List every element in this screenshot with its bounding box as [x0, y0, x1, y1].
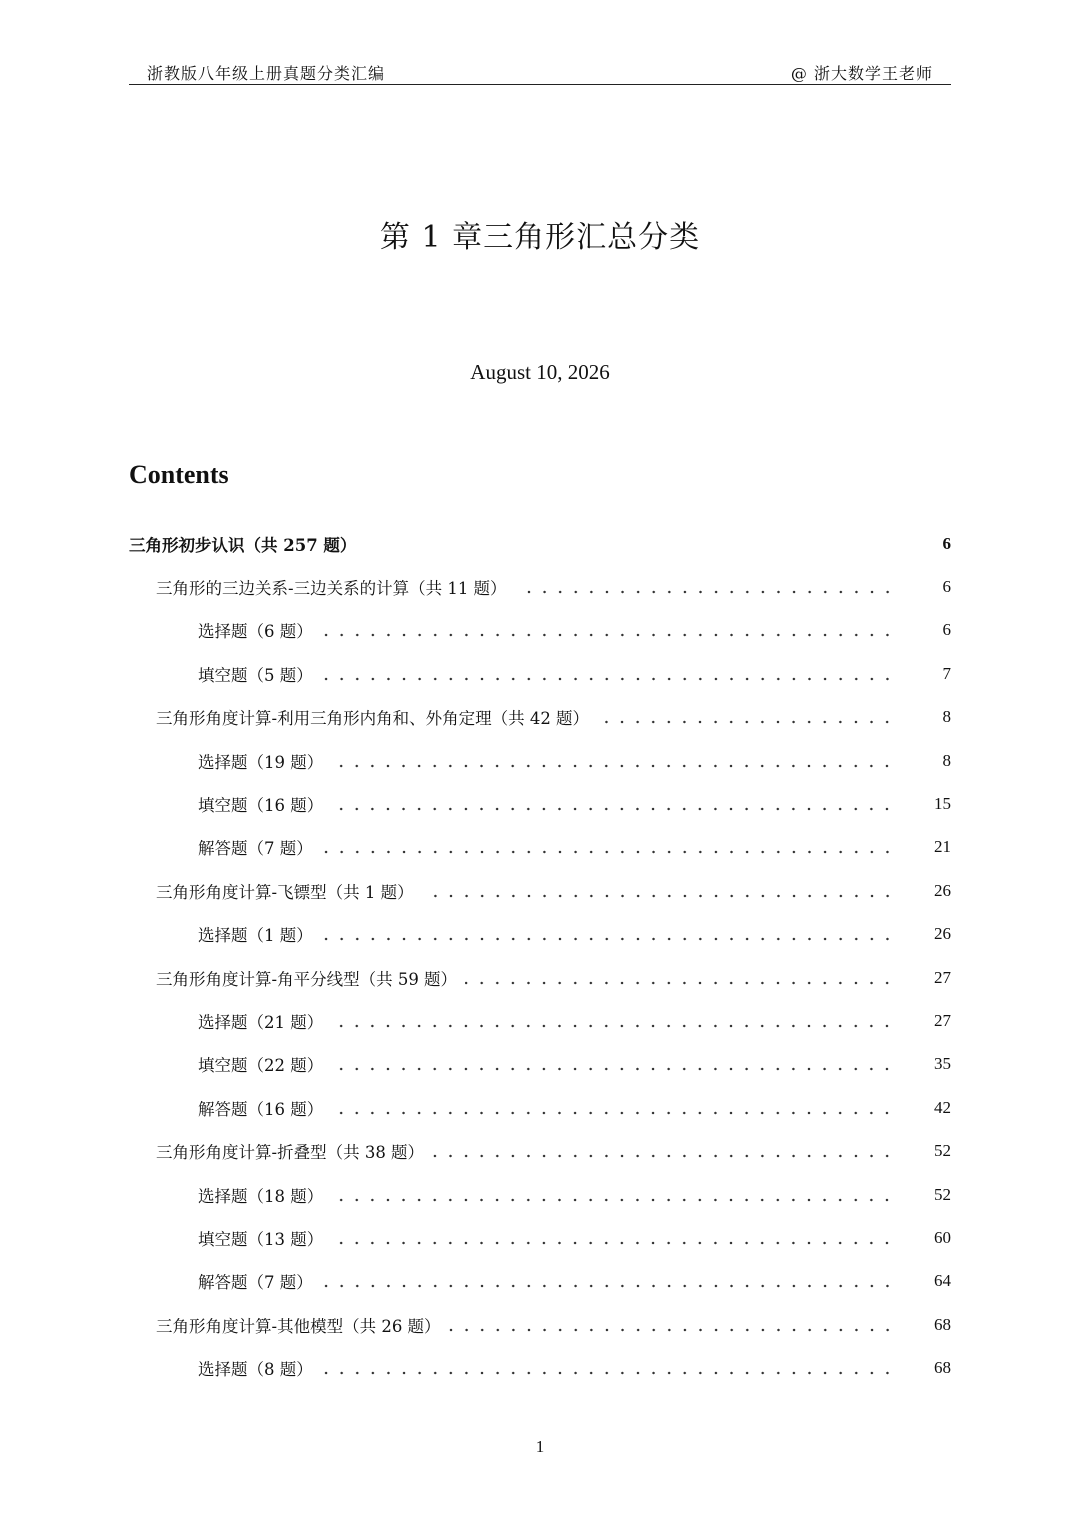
- toc-dot-leader: [321, 1284, 895, 1288]
- toc-subsubsection-entry[interactable]: [129, 652, 951, 695]
- toc-entry-page: 6: [942, 620, 951, 640]
- toc-entry-label: 三角形角度计算-飞镖型（共 1 题）: [156, 882, 414, 902]
- toc-entry-page: 52: [934, 1141, 951, 1161]
- toc-dot-leader: [432, 1154, 895, 1158]
- toc-subsection-entry[interactable]: [129, 1303, 951, 1346]
- toc-dot-leader: [321, 937, 895, 941]
- toc-subsubsection-entry[interactable]: [129, 782, 951, 825]
- toc-dot-leader: [321, 633, 895, 637]
- toc-dot-leader: [597, 720, 895, 724]
- toc-subsubsection-entry[interactable]: [129, 1043, 951, 1086]
- toc-subsection-entry[interactable]: [129, 565, 951, 608]
- toc-entry-label: 三角形初步认识（共 257 题）: [129, 535, 357, 555]
- toc-subsubsection-entry[interactable]: [129, 1260, 951, 1303]
- document-title: 第 1 章三角形汇总分类: [379, 220, 701, 255]
- document-date: August 10, 2026: [470, 360, 610, 384]
- toc-entry-page: 68: [934, 1358, 951, 1378]
- toc-entry-page: 8: [942, 750, 951, 770]
- toc-entry-label: 选择题（18 题）: [198, 1186, 324, 1206]
- toc-entry-label: 三角形的三边关系-三边关系的计算（共 11 题）: [156, 579, 507, 599]
- toc-entry-page: 26: [934, 880, 951, 900]
- toc-entry-page: 42: [934, 1097, 951, 1117]
- toc-entry-label: 三角形角度计算-折叠型（共 38 题）: [156, 1143, 425, 1163]
- toc-dot-leader: [515, 590, 895, 594]
- toc-subsubsection-entry[interactable]: [129, 1173, 951, 1216]
- toc-entry-page: 21: [934, 837, 951, 857]
- toc-entry-label: 解答题（16 题）: [198, 1099, 324, 1119]
- toc-entry-page: 15: [934, 794, 951, 814]
- toc-entry-page: 64: [934, 1271, 951, 1291]
- header-book-title: 浙教版八年级上册真题分类汇编: [147, 64, 386, 83]
- toc-entry-page: 52: [934, 1184, 951, 1204]
- toc-entry-label: 解答题（7 题）: [198, 1273, 313, 1293]
- toc-dot-leader: [331, 1024, 895, 1028]
- toc-dot-leader: [449, 1328, 895, 1332]
- toc-dot-leader: [321, 850, 895, 854]
- table-of-contents: [129, 522, 951, 1390]
- toc-subsection-entry[interactable]: [129, 1129, 951, 1172]
- toc-subsubsection-entry[interactable]: [129, 1216, 951, 1259]
- toc-subsubsection-entry[interactable]: [129, 609, 951, 652]
- toc-dot-leader: [331, 1067, 895, 1071]
- toc-dot-leader: [331, 1198, 895, 1202]
- toc-subsection-entry[interactable]: [129, 869, 951, 912]
- toc-entry-label: 选择题（21 题）: [198, 1012, 324, 1032]
- toc-entry-page: 35: [934, 1054, 951, 1074]
- toc-entry-page: 68: [934, 1314, 951, 1334]
- toc-entry-page: 7: [942, 663, 951, 683]
- page-number: 1: [535, 1437, 545, 1456]
- toc-subsection-entry[interactable]: [129, 956, 951, 999]
- toc-entry-page: 27: [934, 967, 951, 987]
- toc-dot-leader: [321, 1371, 895, 1375]
- toc-entry-label: 选择题（19 题）: [198, 752, 324, 772]
- toc-dot-leader: [331, 1111, 895, 1115]
- toc-subsubsection-entry[interactable]: [129, 913, 951, 956]
- toc-dot-leader: [422, 894, 895, 898]
- toc-dot-leader: [331, 1241, 895, 1245]
- toc-entry-page: 6: [942, 533, 951, 553]
- toc-entry-page: 6: [942, 577, 951, 597]
- toc-entry-page: 26: [934, 924, 951, 944]
- toc-subsubsection-entry[interactable]: [129, 1346, 951, 1389]
- toc-entry-label: 三角形角度计算-角平分线型（共 59 题）: [156, 969, 458, 989]
- toc-entry-page: 8: [942, 707, 951, 727]
- toc-entry-label: 填空题（5 题）: [198, 665, 313, 685]
- toc-entry-label: 选择题（1 题）: [198, 926, 313, 946]
- toc-dot-leader: [331, 764, 895, 768]
- toc-entry-label: 选择题（8 题）: [198, 1360, 313, 1380]
- contents-heading: Contents: [129, 460, 229, 489]
- toc-entry-label: 选择题（6 题）: [198, 622, 313, 642]
- toc-dot-leader: [321, 677, 895, 681]
- toc-subsubsection-entry[interactable]: [129, 739, 951, 782]
- toc-entry-page: 27: [934, 1010, 951, 1030]
- toc-subsubsection-entry[interactable]: [129, 826, 951, 869]
- toc-entry-label: 填空题（13 题）: [198, 1229, 324, 1249]
- toc-entry-label: 解答题（7 题）: [198, 839, 313, 859]
- toc-subsection-entry[interactable]: [129, 696, 951, 739]
- toc-dot-leader: [465, 981, 895, 985]
- toc-entry-label: 三角形角度计算-其他模型（共 26 题）: [156, 1316, 441, 1336]
- toc-dot-leader: [331, 807, 895, 811]
- toc-entry-label: 填空题（16 题）: [198, 796, 324, 816]
- toc-entry-label: 三角形角度计算-利用三角形内角和、外角定理（共 42 题）: [156, 709, 590, 729]
- header-author: @ 浙大数学王老师: [790, 64, 933, 83]
- toc-subsubsection-entry[interactable]: [129, 1086, 951, 1129]
- toc-entry-page: 60: [934, 1227, 951, 1247]
- toc-entry-label: 填空题（22 题）: [198, 1056, 324, 1076]
- toc-subsubsection-entry[interactable]: [129, 999, 951, 1042]
- toc-section-entry[interactable]: [129, 522, 951, 565]
- running-header: [129, 58, 951, 85]
